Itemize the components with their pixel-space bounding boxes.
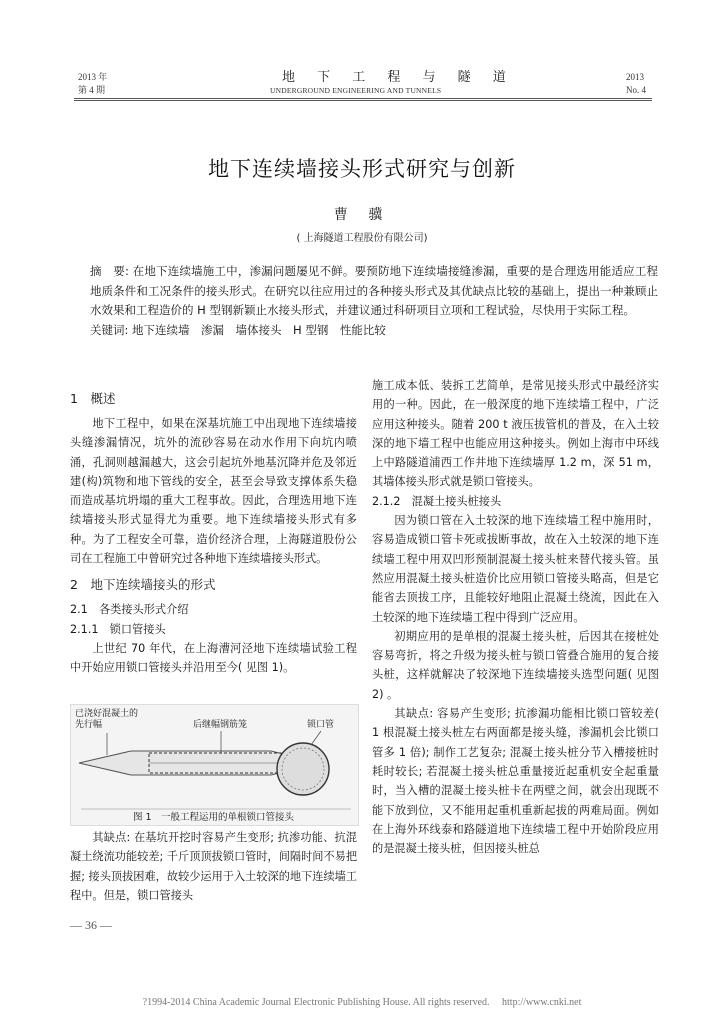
section-1-heading: 1 概述 [70,391,116,406]
affiliation: ( 上海隧道工程股份有限公司) [296,233,428,244]
header-year-right: 2013 [626,72,644,82]
section-1-paragraph: 地下工程中，如果在深基坑施工中出现地下连续墙接头缝渗漏情况，坑外的流砂容易在动水作用下向坑内喷涌，孔洞则越漏越大，这会引起坑外地基沉降并危及邻近建(构)筑物和地下管线的安全，甚至会导致支撑体系失稳而造成基坑坍塌的重大工程事故。因此，合理选用地下连续墙接头形式显得尤为重要。地下连续墙接头形式有多种。为了工程安全可靠，造价经济合理，上海隧道股份公司在工程施工中曾研究过各种地下连续墙接头形式。 [70,417,357,566]
right-column [372,376,659,858]
journal-title-cn: 地 下 工 程 与 隧 道 [282,70,515,85]
figure-1-label-mid: 后继幅钢筋笼 [193,720,248,730]
section-2-1-1-heading: 2.1.1 锁口管接头 [70,622,166,636]
header-issue-right: No. 4 [626,85,646,95]
header-rule [74,98,652,99]
figure-1 [70,704,359,826]
abstract-block [90,262,658,340]
right-paragraph-3: 初期应用的是单根的混凝土接头桩，后因其在接桩处容易弯折，将之升级为接头桩与锁口管叠合施用的复合接头桩，这样就解决了较深地下连续墙接头选型问题( 见图 2) 。 [372,629,659,701]
section-2-1-1-paragraph: 上世纪 70 年代，在上海漕河泾地下连续墙试验工程中开始应用锁口管接头并沿用至今( 见图 1)。 [70,641,357,675]
header-issue-left: 第 4 期 [78,85,106,95]
author: 曹 骥 [333,207,391,223]
left-column [70,382,357,678]
section-2-heading: 2 地下连续墙接头的形式 [70,577,216,593]
abstract-label: 摘 要: [90,264,129,278]
paper-title: 地下连续墙接头形式研究与创新 [208,157,516,181]
section-2-1-heading: 2.1 各类接头形式介绍 [70,603,189,617]
header-year-left: 2013 年 [78,72,108,82]
abstract-text: 在地下连续墙施工中，渗漏问题屡见不鲜。要预防地下连续墙接缝渗漏，重要的是合理选用能适应工程地质条件和工况条件的接头形式。在研究以往应用过的各种接头形式及其优缺点比较的基础上，提出一种兼顾止水效果和工程造价的 H 型钢新颖止水接头形式，并建议通过科研项目立项和工程试验，尽快用于实际工程。 [90,264,659,317]
section-2-1-2-heading: 2.1.2 混凝土接头桩接头 [372,494,502,508]
figure-1-label-left: 已浇好混凝土的先行幅 [75,709,139,730]
left-column-lower [70,828,357,905]
right-paragraph-2: 因为锁口管在入土较深的地下连续墙工程中施用时，容易造成锁口管卡死或拔断事故，故在入土较深的地下连续墙工程中用双凹形预制混凝土接头桩来替代接头管。虽然应用混凝土接头桩造价比应用锁口管接头略高，但是它能省去顶拔工序，且能较好地阻止混凝土绕流，因此在入土较深的地下连续墙工程中得到广泛应用。 [372,514,659,624]
journal-title-en: UNDERGROUND ENGINEERING AND TUNNELS [270,86,442,95]
page-number: — 36 — [70,918,112,932]
right-paragraph-1: 施工成本低、装拆工艺简单，是常见接头形式中最经济实用的一种。因此，在一般深度的地下连续墙工程中，广泛应用这种接头。随着 200 t 液压拔管机的普及，在入土较深的地下墙工程中也能应用这种接头。例如上海市中环线上中路隧道浦西工作井地下连续墙厚 1.2 m，深 51 m，其墙体接头形式就是锁口管接头。 [372,379,659,489]
figure-1-caption: 图 1 一般工程运用的单根锁口管接头 [132,812,295,823]
keywords-label: 关键词: [90,322,129,337]
copyright-footer: ?1994-2014 China Academic Journal Electronic Publishing House. All rights reserved. http://www.cnki.net [142,997,582,1008]
header-rule-2 [74,100,652,101]
keywords-text: 地下连续墙 渗漏 墙体接头 H 型钢 性能比较 [132,322,386,337]
keywords-paragraph [90,321,658,341]
right-paragraph-4: 其缺点: 容易产生变形; 抗渗漏功能相比锁口管较差( 1 根混凝土接头桩左右两面都是接头缝，渗漏机会比锁口管多 1 倍); 制作工艺复杂; 混凝土接头桩分节入槽接桩时耗时较长; 若混凝土接头桩总重量接近起重机安全起重量时，当入槽的混凝土接头桩卡在两壁之间，就会出现既不能下放到位，又不能用起重机重新起拔的两难局面。例如在上海外环线泰和路隧道地下连续墙工程中开始阶段应用的是混凝土接头桩，但因接头桩总 [372,707,659,856]
abstract-paragraph [90,262,658,321]
section-2-1-1-drawbacks: 其缺点: 在基坑开挖时容易产生变形; 抗渗功能、抗混凝土绕流功能较差; 千斤顶顶拔锁口管时，间隔时间不易把握; 接头顶拔困难，故较少运用于入土较深的地下连续墙工程中。但是，锁口管接头 [70,831,358,902]
figure-1-label-right: 锁口管 [307,720,335,730]
